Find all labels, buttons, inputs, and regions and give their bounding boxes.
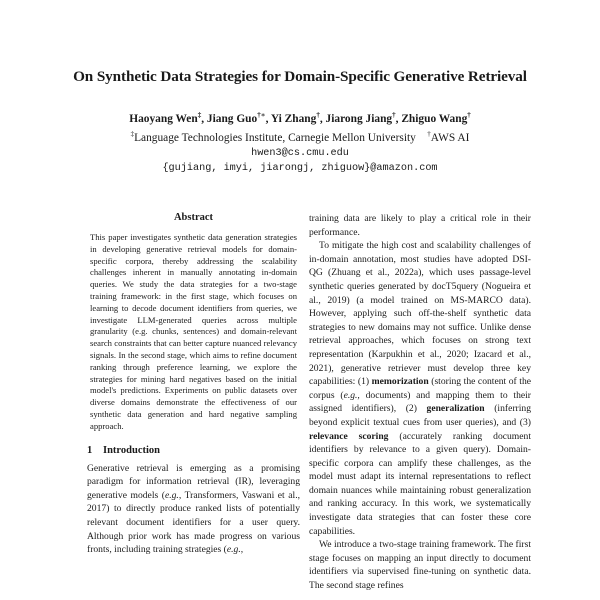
author-name: Zhiguo Wang: [401, 112, 468, 125]
paper-title: On Synthetic Data Strategies for Domain-Specific Generative Retrieval: [73, 68, 527, 85]
affiliation-mark: †: [427, 129, 431, 138]
author-name: Yi Zhang: [270, 112, 317, 125]
affiliations: [40, 127, 560, 146]
term-memorization: memorization: [371, 376, 429, 388]
text-run-italic: e.g.,: [164, 489, 182, 501]
term-generalization: generalization: [426, 403, 485, 415]
right-paragraph-mitigate: [309, 239, 531, 538]
affiliation-aws: AWS AI: [430, 131, 470, 144]
text-run: Transformers, Vaswani et al., 2017) to directly produce ranked lists of potentially relevant document identifiers for a user query. Although prior work has made progress on various fronts, including training strategies (: [87, 489, 300, 556]
section-title: Introduction: [103, 444, 160, 456]
author-mark: †: [392, 111, 396, 119]
left-column: [87, 212, 300, 557]
author-mark: †: [316, 111, 320, 119]
author-name: Jiarong Jiang: [325, 112, 393, 125]
text-run: documents) and mapping them to their assigned identifiers), (2): [309, 389, 532, 415]
section-heading-introduction: [87, 445, 300, 456]
email-cmu: hwen3@cs.cmu.edu: [251, 147, 349, 159]
author-block: [40, 108, 560, 176]
intro-paragraph-1: [87, 462, 300, 557]
abstract-heading: Abstract: [173, 212, 214, 223]
author-mark: ‡: [197, 111, 202, 119]
author-name: Jiang Guo: [206, 112, 258, 125]
text-run: To mitigate the high cost and scalability challenges of in-domain annotation, most studies have adopted DSI-QG (Zhuang et al., 2022a), which uses passage-level synthetic queries generated by docT5query (Nogueira et al., 2019) (a model trained on MS-MARCO data). However, applying such off-the-shelf synthetic data strategies to new domains may not suffice. Unlike dense retrieval approaches, which focuses on strong text representation (Karpukhin et al., 2020; Izacard et al., 2021), generative retriever must develop three key capabilities: (1): [309, 240, 531, 388]
text-run: (inferring beyond explicit textual cues from user queries), and (3): [309, 403, 531, 428]
text-run-italic: e.g.,: [343, 389, 360, 401]
text-run: (storing the content of the corpus (: [309, 376, 531, 401]
text-run: (accurately ranking document identifiers by relevance to a given query). Domain-specific corpora can amplify these challenges, as the model must adapt its internal representations to reflect domain nuances while maintaining robust generalization and ranking accuracy. In this work, we systematically investigate data strategies that can foster these core capabilities.: [309, 430, 531, 537]
affiliation-cmu: Language Technologies Institute, Carnegie Mellon University: [134, 131, 416, 144]
author-name: Haoyang Wen: [129, 112, 198, 125]
abstract-text: This paper investigates synthetic data generation strategies in developing generative retrieval models for domain-specific corpora, thereby addressing the scalability challenges inherent in manually annotating in-domain queries. We study the data strategies for a two-stage training framework: in the first stage, which focuses on learning to decode document identifiers from queries, we investigate LLM-generated queries across multiple granularity (e.g. chunks, sentences) and domain-relevant search constraints that can better capture nuanced relevancy signals. In the second stage, which aims to refine document ranking through preference learning, we explore the strategies for mining hard negatives based on the initial model's predictions. Experiments on public datasets over diverse domains demonstrate the effectiveness of our synthetic data generation and hard negative sampling approach.: [90, 232, 297, 431]
affiliation-mark: ‡: [130, 129, 135, 138]
text-run-italic: e.g.,: [226, 544, 244, 556]
text-run: Generative retrieval is emerging as a promising paradigm for information retrieval (IR), leveraging generative models (: [87, 462, 300, 501]
right-paragraph-framework: We introduce a two-stage training framework. The first stage focuses on mapping an input directly to document identifiers via supervised fine-tuning on synthetic data. The second stage refines: [309, 539, 531, 592]
term-relevance-scoring: relevance scoring: [309, 430, 389, 442]
right-paragraph-continuation: training data are likely to play a critical role in their performance.: [309, 213, 531, 238]
right-column: [309, 212, 531, 593]
author-mark: †∗: [257, 111, 266, 119]
author-mark: †: [467, 111, 471, 119]
author-names: Haoyang Wen‡, Jiang Guo†∗, Yi Zhang†, Jiarong Jiang†, Zhiguo Wang†: [129, 111, 471, 125]
email-amazon: {gujiang, imyi, jiarongj, zhiguow}@amazon.com: [162, 162, 438, 174]
section-number: 1: [87, 444, 93, 456]
